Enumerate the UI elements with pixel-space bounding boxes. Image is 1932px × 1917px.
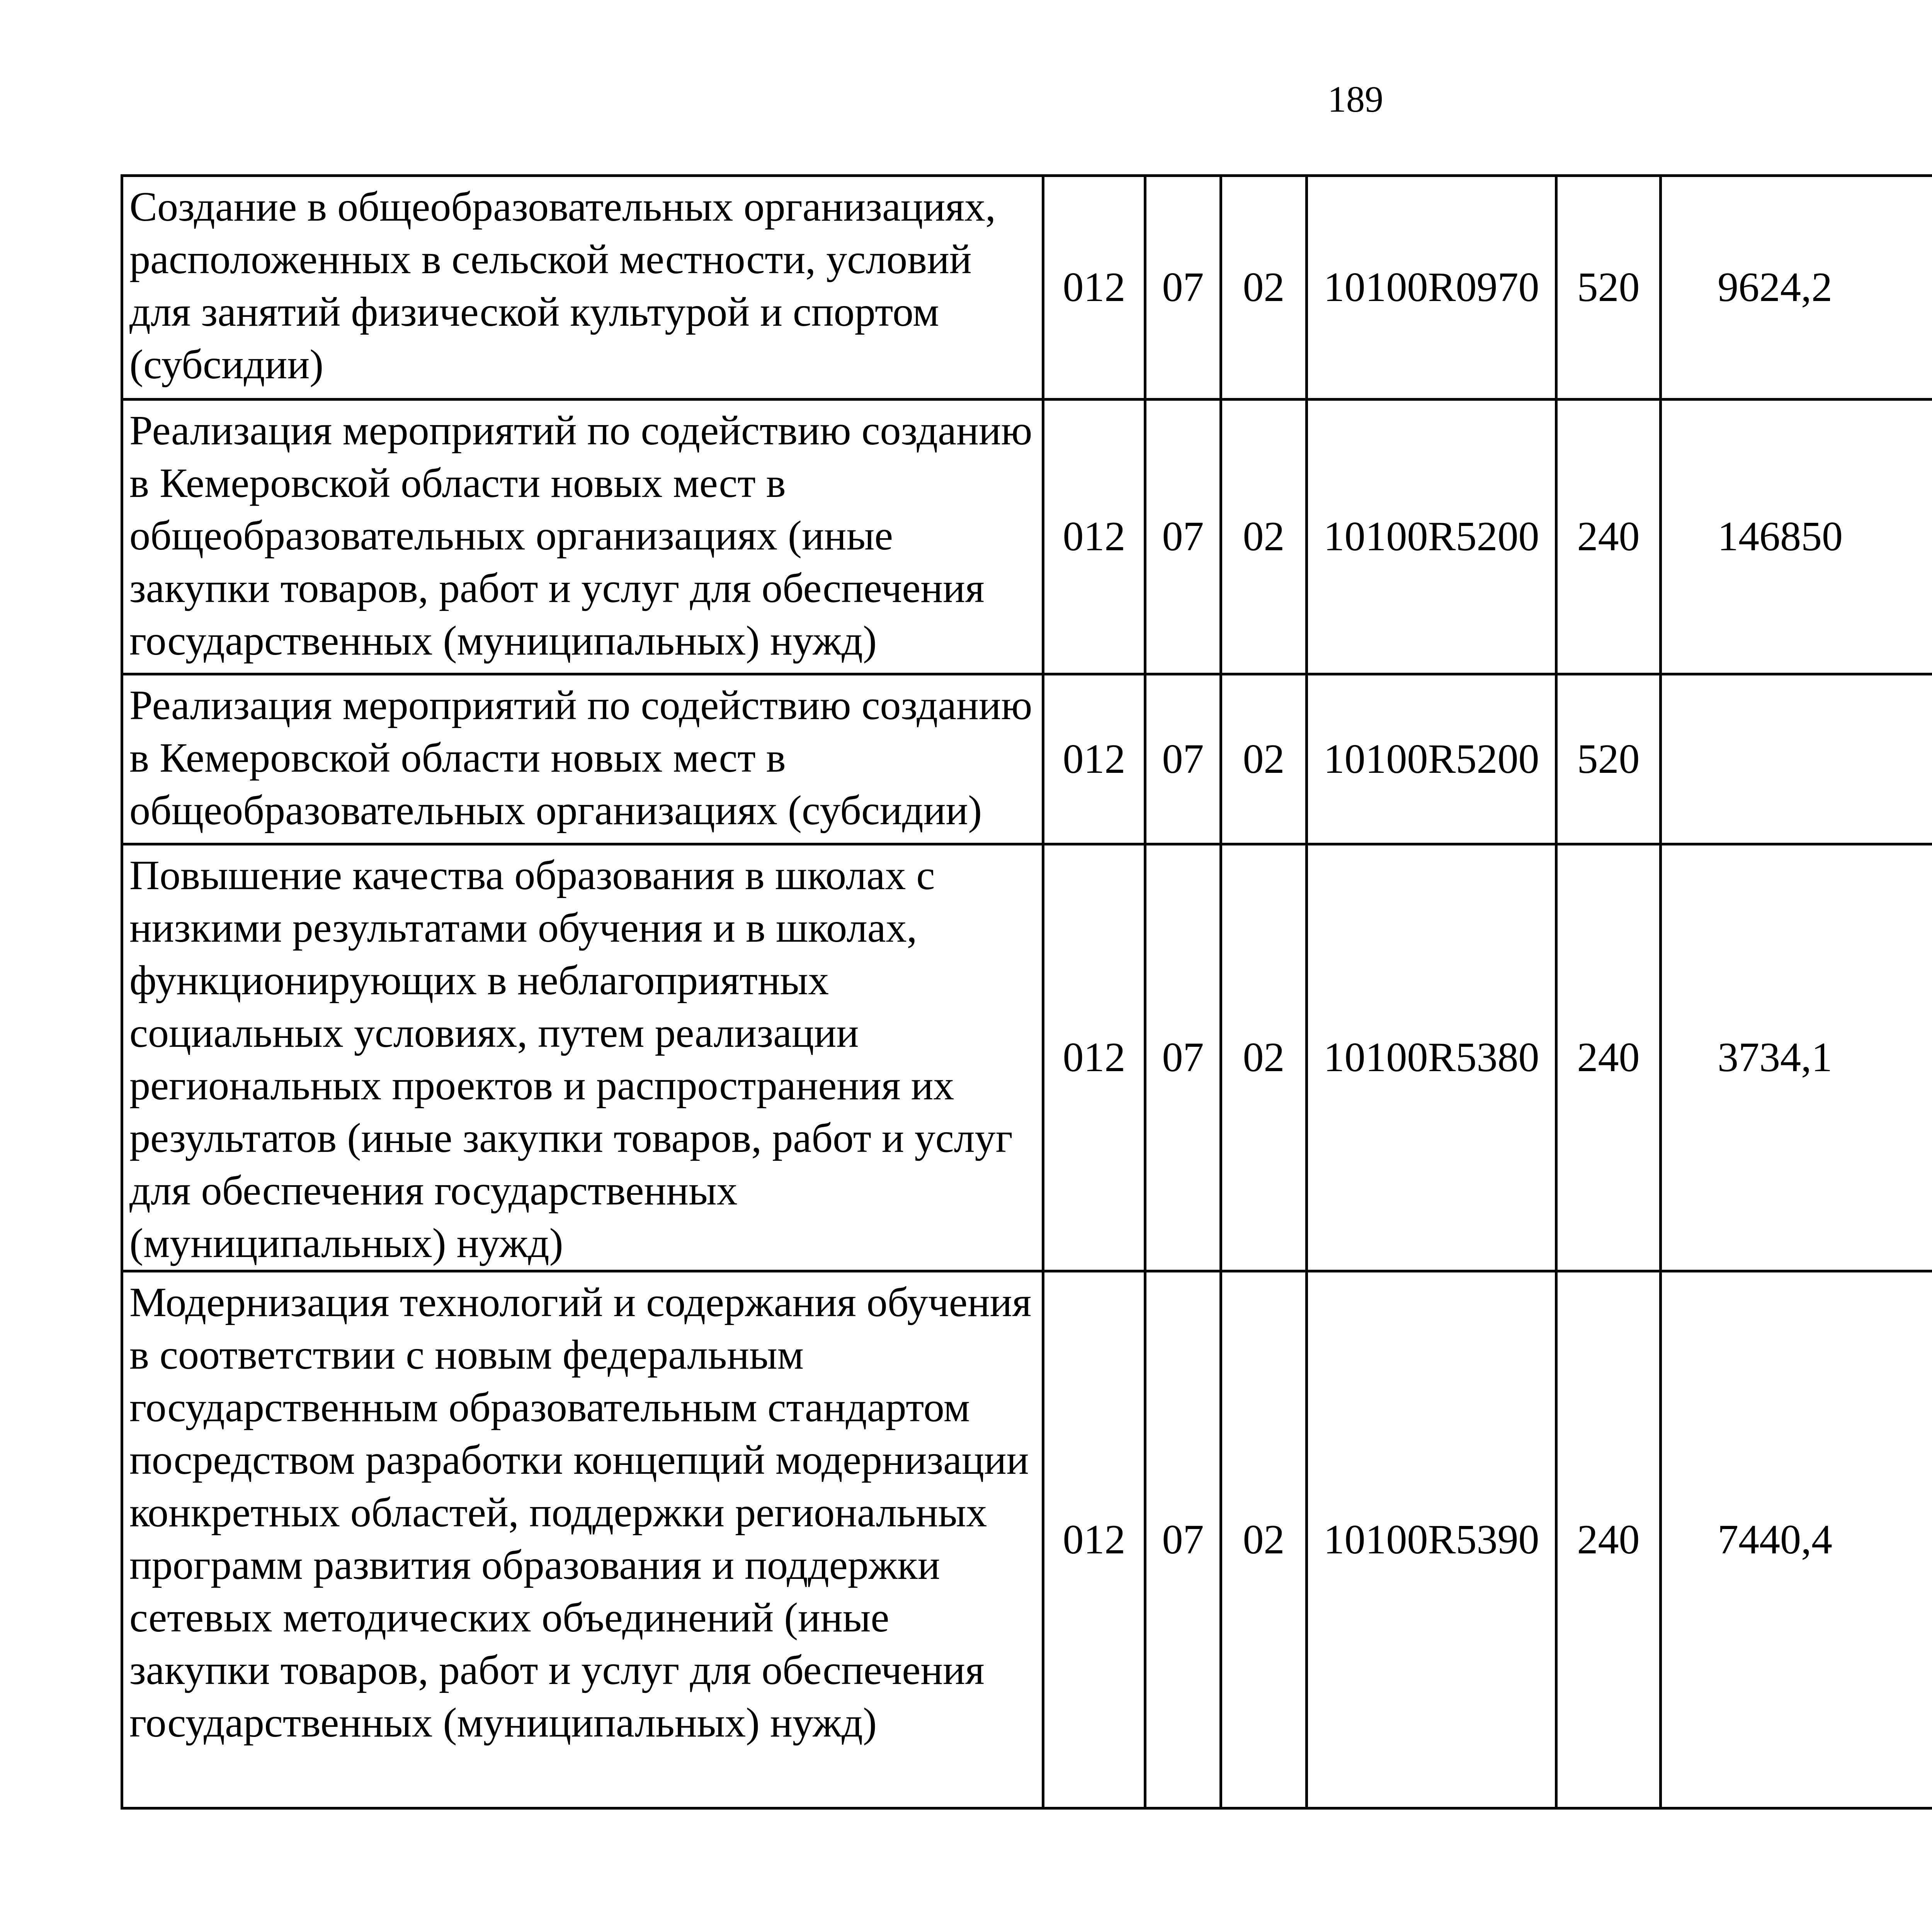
sum-1-cell: 3734,1 — [1661, 844, 1932, 1271]
target-article-cell: 10100R0970 — [1307, 176, 1556, 400]
table-row — [122, 1271, 1932, 1808]
target-article-cell: 10100R5200 — [1307, 674, 1556, 844]
expense-type-cell: 520 — [1556, 674, 1661, 844]
target-article-cell: 10100R5390 — [1307, 1271, 1556, 1808]
section-code-cell: 07 — [1145, 674, 1221, 844]
ministry-code-cell: 012 — [1043, 674, 1145, 844]
ministry-code-cell: 012 — [1043, 400, 1145, 674]
budget-table — [121, 174, 1932, 1810]
expense-type-cell: 240 — [1556, 844, 1661, 1271]
ministry-code-cell: 012 — [1043, 1271, 1145, 1808]
sum-1-cell — [1661, 674, 1932, 844]
sum-1-cell: 146850 — [1661, 400, 1932, 674]
expense-type-cell: 520 — [1556, 176, 1661, 400]
expense-type-cell: 240 — [1556, 400, 1661, 674]
ministry-code-cell: 012 — [1043, 176, 1145, 400]
table-row — [122, 844, 1932, 1271]
subsection-code-cell: 02 — [1221, 400, 1307, 674]
table-row — [122, 400, 1932, 674]
section-code-cell: 07 — [1145, 400, 1221, 674]
subsection-code-cell: 02 — [1221, 1271, 1307, 1808]
subsection-code-cell: 02 — [1221, 674, 1307, 844]
item-name-cell: Модернизация технологий и содержания обучения в соответствии с новым федеральным государственным образовательным стандартом посредством разработки концепций модернизации конкретных областей, поддержки региональных программ развития образования и поддержки сетевых методических объединений (иные закупки товаров, работ и услуг для обеспечения государственных (муниципальных) нужд) — [122, 1271, 1043, 1808]
ministry-code-cell: 012 — [1043, 844, 1145, 1271]
target-article-cell: 10100R5380 — [1307, 844, 1556, 1271]
sum-1-cell: 7440,4 — [1661, 1271, 1932, 1808]
subsection-code-cell: 02 — [1221, 176, 1307, 400]
expense-type-cell: 240 — [1556, 1271, 1661, 1808]
item-name-cell: Повышение качества образования в школах с низкими результатами обучения и в школах, функционирующих в неблагоприятных социальных условиях, путем реализации региональных проектов и распространения их результатов (иные закупки товаров, работ и услуг для обеспечения государственных (муниципальных) нужд) — [122, 844, 1043, 1271]
section-code-cell: 07 — [1145, 176, 1221, 400]
page-number: 189 — [1328, 78, 1383, 120]
subsection-code-cell: 02 — [1221, 844, 1307, 1271]
table-row — [122, 176, 1932, 400]
section-code-cell: 07 — [1145, 1271, 1221, 1808]
item-name-cell: Создание в общеобразовательных организациях, расположенных в сельской местности, условий для занятий физической культурой и спортом (субсидии) — [122, 176, 1043, 400]
section-code-cell: 07 — [1145, 844, 1221, 1271]
item-name-cell: Реализация мероприятий по содействию созданию в Кемеровской области новых мест в общеобразовательных организациях (субсидии) — [122, 674, 1043, 844]
target-article-cell: 10100R5200 — [1307, 400, 1556, 674]
table-row — [122, 674, 1932, 844]
item-name-cell: Реализация мероприятий по содействию созданию в Кемеровской области новых мест в общеобразовательных организациях (иные закупки товаров, работ и услуг для обеспечения государственных (муниципальных) нужд) — [122, 400, 1043, 674]
sum-1-cell: 9624,2 — [1661, 176, 1932, 400]
